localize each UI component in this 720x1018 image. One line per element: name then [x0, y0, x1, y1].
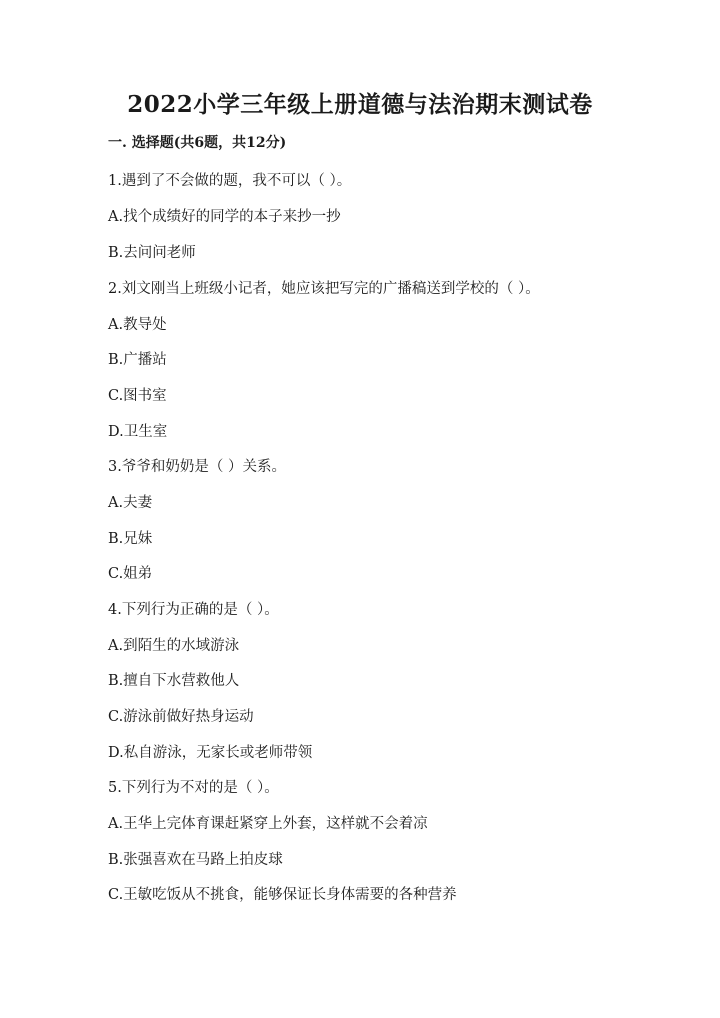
- question-5-stem: 5.下列行为不对的是（ ）。: [108, 780, 279, 796]
- question-4-stem: 4.下列行为正确的是（ ）。: [108, 602, 279, 618]
- page-title: 2022小学三年级上册道德与法治期末测试卷: [127, 91, 593, 118]
- question-1-option-b: B.去问问老师: [108, 245, 196, 261]
- question-4-option-c: C.游泳前做好热身运动: [108, 709, 254, 725]
- section-heading: 一. 选择题(共6题，共12分): [108, 135, 287, 151]
- question-3-option-a: A.夫妻: [108, 495, 153, 511]
- question-2-option-b: B.广播站: [108, 352, 167, 368]
- question-1-stem: 1.遇到了不会做的题，我不可以（ ）。: [108, 173, 352, 189]
- question-2-option-d: D.卫生室: [108, 424, 168, 440]
- question-5-option-a: A.王华上完体育课赶紧穿上外套，这样就不会着凉: [108, 816, 428, 832]
- question-1-option-a: A.找个成绩好的同学的本子来抄一抄: [108, 209, 341, 225]
- question-2-option-c: C.图书室: [108, 388, 167, 404]
- question-5-option-b: B.张强喜欢在马路上拍皮球: [108, 852, 283, 868]
- question-3-option-b: B.兄妹: [108, 531, 153, 547]
- question-3-stem: 3.爷爷和奶奶是（ ）关系。: [108, 459, 286, 475]
- question-4-option-d: D.私自游泳，无家长或老师带领: [108, 745, 313, 761]
- question-2-option-a: A.教导处: [108, 317, 167, 333]
- question-5-option-c: C.王敏吃饭从不挑食，能够保证长身体需要的各种营养: [108, 887, 457, 903]
- question-2-stem: 2.刘文刚当上班级小记者，她应该把写完的广播稿送到学校的（ ）。: [108, 281, 540, 297]
- question-4-option-a: A.到陌生的水域游泳: [108, 638, 240, 654]
- question-3-option-c: C.姐弟: [108, 566, 153, 582]
- question-4-option-b: B.擅自下水营救他人: [108, 673, 240, 689]
